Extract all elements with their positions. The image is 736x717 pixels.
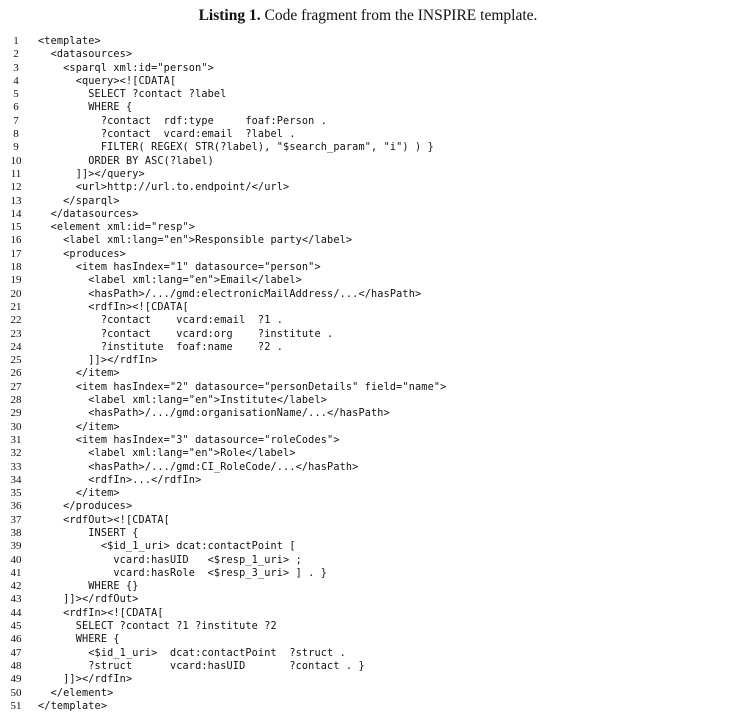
line-number: 20 — [10, 287, 22, 300]
line-number: 36 — [10, 500, 22, 513]
line-number: 15 — [10, 221, 22, 234]
code-line — [0, 633, 736, 646]
line-number: 5 — [13, 88, 19, 101]
code-line — [0, 234, 736, 247]
code-line — [0, 341, 736, 354]
line-number: 2 — [13, 48, 19, 61]
code-text: <label xml:lang="en">Institute</label> — [38, 395, 328, 407]
line-number: 32 — [10, 447, 22, 460]
code-line — [0, 700, 736, 713]
code-line — [0, 647, 736, 660]
line-number: 38 — [10, 526, 22, 539]
line-number: 44 — [10, 606, 22, 619]
code-text: <hasPath>/.../gmd:CI_RoleCode/...</hasPath> — [38, 461, 359, 473]
line-number: 39 — [10, 540, 22, 553]
line-number: 13 — [10, 194, 22, 207]
line-number: 31 — [10, 433, 22, 446]
code-line — [0, 35, 736, 48]
line-number: 43 — [10, 593, 22, 606]
caption-lead: Listing 1. — [198, 7, 261, 24]
line-number: 27 — [10, 380, 22, 393]
line-number: 40 — [10, 553, 22, 566]
code-line — [0, 461, 736, 474]
code-text: <label xml:lang="en">Responsible party</label> — [38, 235, 353, 247]
line-number: 47 — [10, 646, 22, 659]
code-line — [0, 620, 736, 633]
code-line — [0, 328, 736, 341]
code-line — [0, 580, 736, 593]
code-text: <label xml:lang="en">Email</label> — [38, 275, 302, 287]
code-line — [0, 673, 736, 686]
code-line — [0, 421, 736, 434]
line-number: 3 — [13, 61, 19, 74]
code-line — [0, 274, 736, 287]
code-text: </item> — [38, 421, 120, 433]
code-line — [0, 487, 736, 500]
code-line — [0, 394, 736, 407]
code-text: <produces> — [38, 248, 126, 260]
code-text: vcard:hasUID <$resp_1_uri> ; — [38, 554, 302, 566]
line-number: 21 — [10, 300, 22, 313]
code-line — [0, 407, 736, 420]
code-text: <rdfIn><![CDATA[ — [38, 607, 164, 619]
line-number: 14 — [10, 207, 22, 220]
code-line — [0, 248, 736, 261]
line-number: 25 — [10, 354, 22, 367]
code-text: <$id_1_uri> dcat:contactPoint ?struct . — [38, 647, 346, 659]
code-line — [0, 474, 736, 487]
code-text: FILTER( REGEX( STR(?label), "$search_param", "i") ) } — [38, 142, 434, 154]
code-line — [0, 593, 736, 606]
line-number: 51 — [10, 699, 22, 712]
line-number: 8 — [13, 128, 19, 141]
line-number: 26 — [10, 367, 22, 380]
code-text: </sparql> — [38, 195, 120, 207]
code-text: <template> — [38, 36, 101, 47]
code-text: <rdfOut><![CDATA[ — [38, 514, 170, 526]
line-number: 1 — [13, 35, 19, 47]
code-text: </element> — [38, 687, 114, 699]
code-text: <label xml:lang="en">Role</label> — [38, 448, 296, 460]
line-number: 24 — [10, 340, 22, 353]
line-number: 48 — [10, 659, 22, 672]
line-number: 41 — [10, 566, 22, 579]
code-line — [0, 554, 736, 567]
code-text: ]]></rdfOut> — [38, 594, 139, 606]
code-line — [0, 48, 736, 61]
code-text: <datasources> — [38, 49, 133, 61]
line-number: 45 — [10, 620, 22, 633]
code-line — [0, 367, 736, 380]
listing-caption — [0, 5, 736, 27]
code-line — [0, 168, 736, 181]
line-number: 12 — [10, 181, 22, 194]
code-text: <item hasIndex="3" datasource="roleCodes"> — [38, 434, 340, 446]
code-line — [0, 660, 736, 673]
code-text: <rdfIn>...</rdfIn> — [38, 474, 202, 486]
line-number: 7 — [13, 114, 19, 127]
code-text: ]]></rdfIn> — [38, 355, 158, 367]
code-text: <hasPath>/.../gmd:organisationName/...</hasPath> — [38, 408, 390, 420]
line-number: 37 — [10, 513, 22, 526]
code-text: WHERE { — [38, 634, 120, 646]
code-line — [0, 514, 736, 527]
line-number: 17 — [10, 247, 22, 260]
line-number: 9 — [13, 141, 19, 154]
code-text: <rdfIn><![CDATA[ — [38, 301, 189, 313]
line-number: 4 — [13, 74, 19, 87]
code-text: ORDER BY ASC(?label) — [38, 155, 214, 167]
code-text: ?contact vcard:email ?label . — [38, 129, 296, 141]
code-line — [0, 195, 736, 208]
code-text: ?institute foaf:name ?2 . — [38, 341, 284, 353]
code-line — [0, 288, 736, 301]
code-text: ]]></rdfIn> — [38, 674, 133, 686]
code-line — [0, 607, 736, 620]
code-line — [0, 155, 736, 168]
line-number: 42 — [10, 580, 22, 593]
code-line — [0, 88, 736, 101]
code-text: vcard:hasRole <$resp_3_uri> ] . } — [38, 567, 328, 579]
code-text: WHERE {} — [38, 581, 139, 593]
code-line — [0, 527, 736, 540]
line-number: 22 — [10, 314, 22, 327]
line-number: 23 — [10, 327, 22, 340]
line-number: 50 — [10, 686, 22, 699]
code-text: <$id_1_uri> dcat:contactPoint [ — [38, 541, 296, 553]
line-number: 29 — [10, 407, 22, 420]
code-text: ]]></query> — [38, 168, 145, 180]
code-text: SELECT ?contact ?1 ?institute ?2 — [38, 621, 277, 633]
code-line — [0, 221, 736, 234]
code-line — [0, 500, 736, 513]
line-number: 34 — [10, 473, 22, 486]
code-line — [0, 381, 736, 394]
code-line — [0, 447, 736, 460]
code-line — [0, 128, 736, 141]
code-line — [0, 687, 736, 700]
code-line — [0, 434, 736, 447]
code-text: </item> — [38, 488, 120, 500]
code-text: ?contact vcard:org ?institute . — [38, 328, 334, 340]
line-number: 49 — [10, 673, 22, 686]
code-line — [0, 75, 736, 88]
code-listing — [0, 35, 736, 713]
code-line — [0, 567, 736, 580]
line-number: 11 — [10, 167, 22, 180]
code-text: </produces> — [38, 501, 133, 513]
line-number: 33 — [10, 460, 22, 473]
code-text: WHERE { — [38, 102, 133, 114]
code-text: <query><![CDATA[ — [38, 75, 177, 87]
line-number: 16 — [10, 234, 22, 247]
code-line — [0, 101, 736, 114]
code-text: ?contact vcard:email ?1 . — [38, 315, 284, 327]
code-text: </item> — [38, 368, 120, 380]
code-text: SELECT ?contact ?label — [38, 89, 227, 101]
line-number: 46 — [10, 633, 22, 646]
line-number: 6 — [13, 101, 19, 114]
code-line — [0, 354, 736, 367]
code-line — [0, 208, 736, 221]
code-text: <url>http://url.to.endpoint/</url> — [38, 182, 290, 194]
line-number: 28 — [10, 394, 22, 407]
code-text: ?struct vcard:hasUID ?contact . } — [38, 660, 365, 672]
code-text: <item hasIndex="2" datasource="personDetails" field="name"> — [38, 381, 447, 393]
code-text: </datasources> — [38, 208, 139, 220]
code-line — [0, 261, 736, 274]
code-text: <hasPath>/.../gmd:electronicMailAddress/...</hasPath> — [38, 288, 422, 300]
caption-text: Code fragment from the INSPIRE template. — [264, 7, 538, 24]
code-text: INSERT { — [38, 527, 139, 539]
code-text: <element xml:id="resp"> — [38, 222, 196, 234]
code-text: <sparql xml:id="person"> — [38, 62, 214, 74]
code-line — [0, 141, 736, 154]
code-text: ?contact rdf:type foaf:Person . — [38, 115, 328, 127]
line-number: 10 — [10, 154, 22, 167]
line-number: 19 — [10, 274, 22, 287]
code-line — [0, 314, 736, 327]
code-line — [0, 540, 736, 553]
code-text: </template> — [38, 700, 108, 712]
line-number: 18 — [10, 261, 22, 274]
code-line — [0, 62, 736, 75]
line-number: 35 — [10, 487, 22, 500]
code-line — [0, 115, 736, 128]
line-number: 30 — [10, 420, 22, 433]
code-text: <item hasIndex="1" datasource="person"> — [38, 262, 321, 274]
code-line — [0, 181, 736, 194]
code-line — [0, 301, 736, 314]
